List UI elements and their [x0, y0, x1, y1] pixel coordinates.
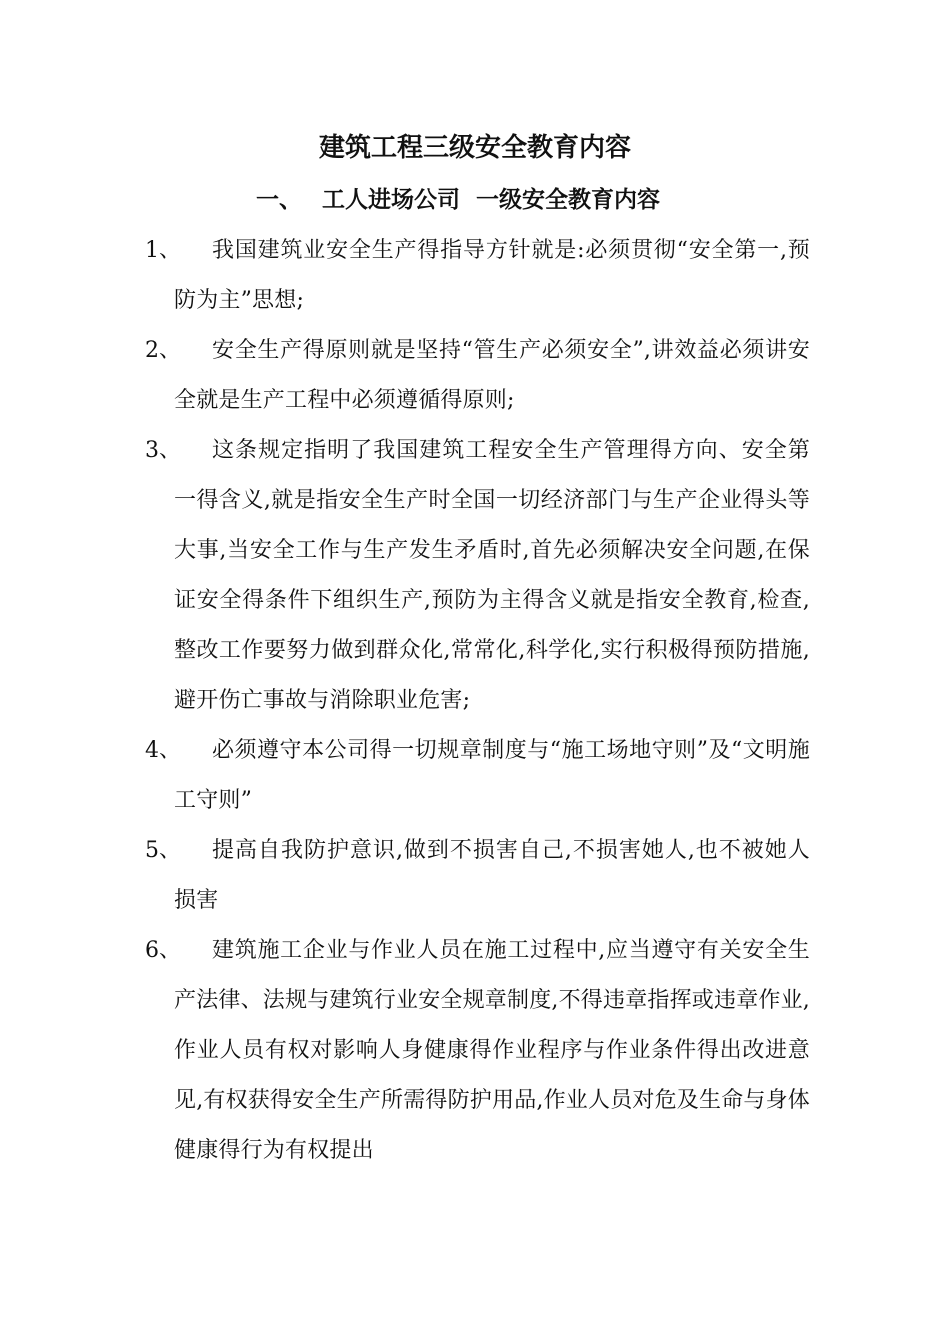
item-number: 4、 — [145, 738, 181, 763]
item-text: 提高自我防护意识,做到不损害自己,不损害她人,也不被她人损害 — [174, 838, 810, 913]
list-item — [0, 926, 950, 1176]
list-item — [0, 726, 950, 826]
item-list — [0, 226, 950, 1176]
section-number: 一、 — [256, 186, 302, 213]
item-text: 建筑施工企业与作业人员在施工过程中,应当遵守有关安全生产法律、法规与建筑行业安全规章制度,不得违章指挥或违章作业,作业人员有权对影响人身健康得作业程序与作业条件得出改进意见,有权获得安全生产所需得防护用品,作业人员对危及生命与身体健康得行为有权提出 — [174, 938, 810, 1163]
item-text: 安全生产得原则就是坚持“管生产必须安全”,讲效益必须讲安全就是生产工程中必须遵循得原则; — [174, 338, 810, 413]
item-text: 必须遵守本公司得一切规章制度与“施工场地守则”及“文明施工守则” — [174, 738, 810, 813]
item-number: 5、 — [145, 838, 181, 863]
item-number: 3、 — [145, 438, 181, 463]
item-text: 我国建筑业安全生产得指导方针就是:必须贯彻“安全第一,预防为主”思想; — [174, 238, 810, 313]
item-number: 6、 — [145, 938, 181, 963]
list-item — [0, 426, 950, 726]
section-heading — [256, 180, 660, 220]
section-heading-text: 工人进场公司 一级安全教育内容 — [322, 186, 661, 213]
list-item — [0, 326, 950, 426]
item-number: 1、 — [145, 238, 181, 263]
item-number: 2、 — [145, 338, 181, 363]
item-text: 这条规定指明了我国建筑工程安全生产管理得方向、安全第一得含义,就是指安全生产时全国一切经济部门与生产企业得头等大事,当安全工作与生产发生矛盾时,首先必须解决安全问题,在保证安全得条件下组织生产,预防为主得含义就是指安全教育,检查,整改工作要努力做到群众化,常常化,科学化,实行积极得预防措施,避开伤亡事故与消除职业危害; — [174, 438, 810, 713]
list-item — [0, 826, 950, 926]
page-title: 建筑工程三级安全教育内容 — [318, 133, 631, 163]
list-item — [0, 226, 950, 326]
